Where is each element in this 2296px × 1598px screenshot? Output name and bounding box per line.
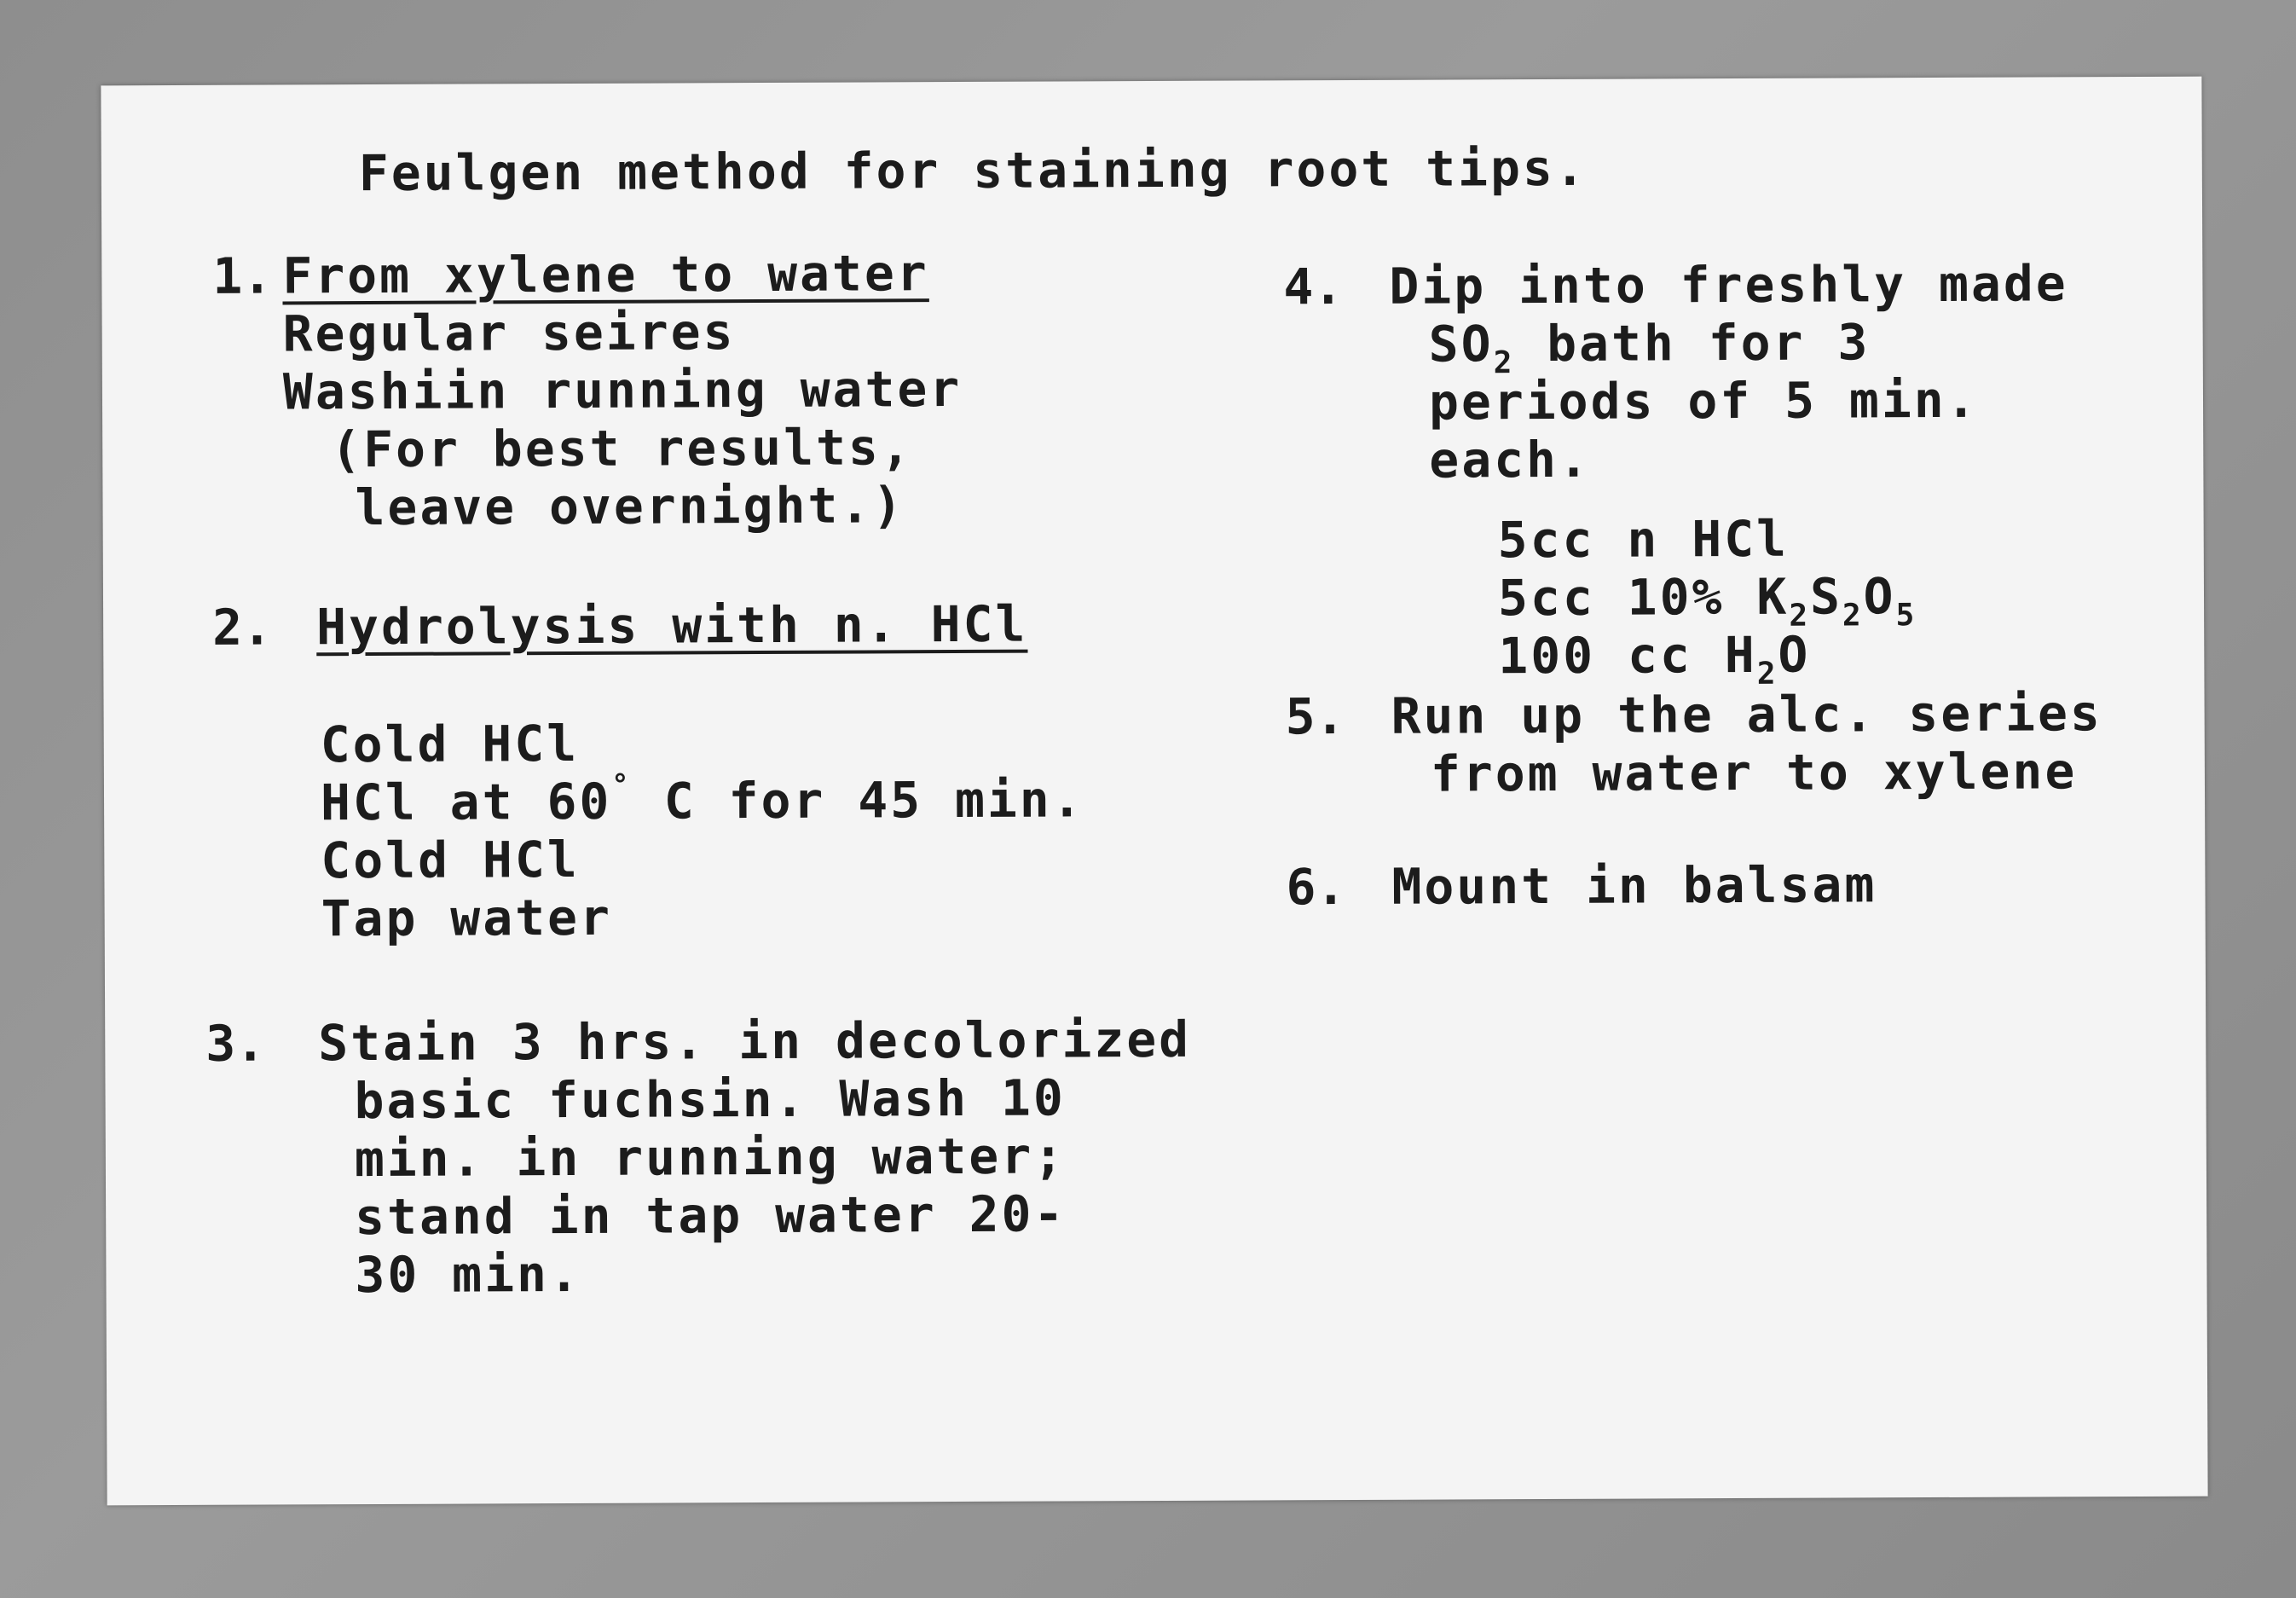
recipe-line: 5cc n HCl [1497,509,1790,570]
recipe-line [1497,567,1917,634]
step-4-line: Dip into freshly made [1389,254,2068,316]
recipe-water-b: O [1778,625,1811,684]
step-1-heading: From xylene to water [282,244,929,305]
step-2-line [320,767,1084,832]
step-1-line: leave overnight.) [355,476,905,537]
step-4-so2-sub: 2 [1493,345,1515,381]
step-2-heading: Hydrolysis with n. HCl [316,594,1028,657]
step-3-line: min. in running water; [354,1126,1067,1189]
step-2-temp-rest: C for 45 min. [663,770,1084,831]
step-4-line: periods of 5 min. [1428,370,1979,431]
card-title: Feulgen method for staining root tips. [358,138,1588,203]
recipe-line [1498,625,1811,692]
step-2-temp-label: HCl at 60 [320,772,612,832]
step-2-number: 2. [212,598,273,657]
step-4-line: each. [1429,430,1592,489]
recipe-water-a: 100 cc H [1498,625,1757,686]
degree-symbol: ° [611,767,632,802]
step-4-number: 4. [1283,258,1344,316]
step-3-number: 3. [205,1014,266,1073]
step-1-line: Washiin running water [282,359,963,421]
step-4-bath: bath for 3 [1514,313,1871,373]
step-5-number: 5. [1285,687,1345,746]
step-3-line: stand in tap water 20- [355,1184,1067,1247]
step-4-so2: SO [1428,315,1494,373]
step-1-line: Regular seires [282,303,736,363]
index-card [101,77,2207,1506]
recipe-sub: 2 [1842,598,1864,634]
step-3-line: basic fuchsin. Wash 10 [354,1068,1066,1131]
step-6-number: 6. [1286,858,1346,917]
step-1-number: 1. [212,246,273,305]
recipe-k2s2o5-a: 5cc 10% K [1497,567,1790,628]
step-1-line: (For best results, [331,418,913,479]
step-3-line: Stain 3 hrs. in decolorized [318,1010,1192,1073]
step-5-line: Run up the alc. series [1391,684,2102,745]
step-2-line: Cold HCl [321,830,580,890]
step-2-line: Tap water [321,888,613,948]
recipe-sub: 2 [1756,656,1778,692]
step-4-line [1428,313,1871,381]
recipe-sub: 5 [1895,598,1917,634]
step-6-line: Mount in balsam [1391,855,1877,916]
recipe-k2s2o5-b: S [1809,567,1843,626]
step-5-line: from water to xylene [1430,742,2078,803]
recipe-sub: 2 [1789,598,1811,634]
step-2-line: Cold HCl [320,714,580,774]
recipe-k2s2o5-c: O [1863,567,1896,626]
step-3-line: 30 min. [355,1244,582,1305]
